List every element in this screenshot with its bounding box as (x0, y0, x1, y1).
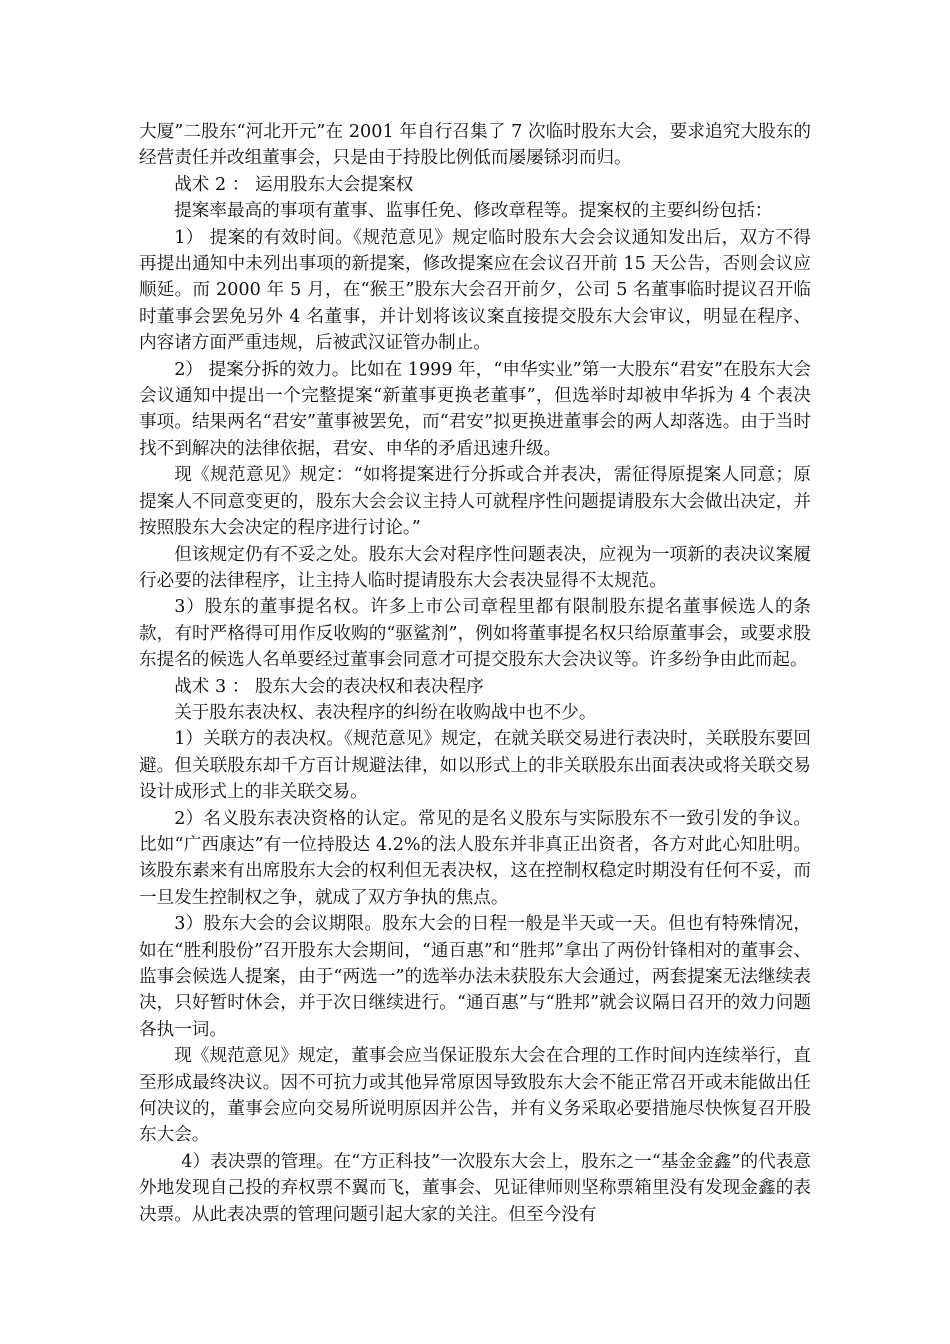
document-body (139, 119, 811, 1228)
paragraph: 3）股东的董事提名权。许多上市公司章程里都有限制股东提名董事候选人的条款，有时严格得可用作反收购的“驱鲨剂”，例如将董事提名权只给原董事会，或要求股东提名的候选人名单要经过董事会同意才可提交股东大会决议等。许多纷争由此而起。 (139, 597, 811, 671)
paragraph: 现《规范意见》规定：“如将提案进行分拆或合并表决，需征得原提案人同意；原提案人不同意变更的，股东大会会议主持人可就程序性问题提请股东大会做出决定，并按照股东大会决定的程序进行讨论。” (139, 465, 811, 539)
paragraph: 2）名义股东表决资格的认定。常见的是名义股东与实际股东不一致引发的争议。比如“广西康达”有一位持股达 4.2%的法人股东并非真正出资者，各方对此心知肚明。该股东素来有出席股东大会的权利但无表决权，这在控制权稳定时期没有任何不妥，而一旦发生控制权之争，就成了双方争执的焦点。 (139, 808, 811, 908)
paragraph: 提案率最高的事项有董事、监事任免、修改章程等。提案权的主要纠纷包括： (174, 201, 773, 222)
paragraph: 4）表决票的管理。在“方正科技”一次股东大会上，股东之一“基金金鑫”的代表意外地发现自己投的弃权票不翼而飞，董事会、见证律师则坚称票箱里没有发现金鑫的表决票。从此表决票的管理问题引起大家的关注。但至今没有 (139, 1151, 811, 1225)
paragraph: 2） 提案分拆的效力。比如在 1999 年，“申华实业”第一大股东“君安”在股东大会会议通知中提出一个完整提案“新董事更换老董事”，但选举时却被申华拆为 4 个表决事项。结果两名“君安”董事被罢免，而“君安”拟更换进董事会的两人却落选。由于当时找不到解决的法律依据，君安、申华的矛盾迅速升级。 (139, 359, 811, 459)
paragraph: 1） 提案的有效时间。《规范意见》规定临时股东大会会议通知发出后，双方不得再提出通知中未列出事项的新提案，修改提案应在会议召开前 15 天公告，否则会议应顺延。而 2000 年 5 月，在“猴王”股东大会召开前夕，公司 5 名董事临时提议召开临时董事会罢免另外 4 名董事，并计划将该议案直接提交股东大会审议，明显在程序、内容诸方面严重违规，后被武汉证管办制止。 (139, 227, 811, 354)
paragraph: 关于股东表决权、表决程序的纠纷在收购战中也不少。 (174, 702, 597, 723)
paragraph: 3）股东大会的会议期限。股东大会的日程一般是半天或一天。但也有特殊情况，如在“胜利股份”召开股东大会期间，“通百惠”和“胜邦”拿出了两份针锋相对的董事会、监事会候选人提案，由于“两选一”的选举办法未获股东大会通过，两套提案无法继续表决，只好暂时休会，并于次日继续进行。“通百惠”与“胜邦”就会议隔日召开的效力问题各执一词。 (139, 914, 811, 1040)
section-heading: 战术 3 ： 股东大会的表决权和表决程序 (174, 676, 484, 697)
section-heading: 战术 2 ： 运用股东大会提案权 (174, 174, 414, 195)
paragraph: 大厦”二股东“河北开元”在 2001 年自行召集了 7 次临时股东大会，要求追究大股东的经营责任并改组董事会，只是由于持股比例低而屡屡铩羽而归。 (139, 122, 811, 169)
paragraph: 现《规范意见》规定，董事会应当保证股东大会在合理的工作时间内连续举行，直至形成最终决议。因不可抗力或其他异常原因导致股东大会不能正常召开或未能做出任何决议的，董事会应向交易所说明原因并公告，并有义务采取必要措施尽快恢复召开股东大会。 (139, 1046, 811, 1146)
paragraph: 1）关联方的表决权。《规范意见》规定，在就关联交易进行表决时，关联股东要回避。但关联股东却千方百计规避法律，如以形式上的非关联股东出面表决或将关联交易设计成形式上的非关联交易。 (139, 729, 811, 803)
paragraph: 但该规定仍有不妥之处。股东大会对程序性问题表决，应视为一项新的表决议案履行必要的法律程序，让主持人临时提请股东大会表决显得不太规范。 (139, 544, 811, 591)
